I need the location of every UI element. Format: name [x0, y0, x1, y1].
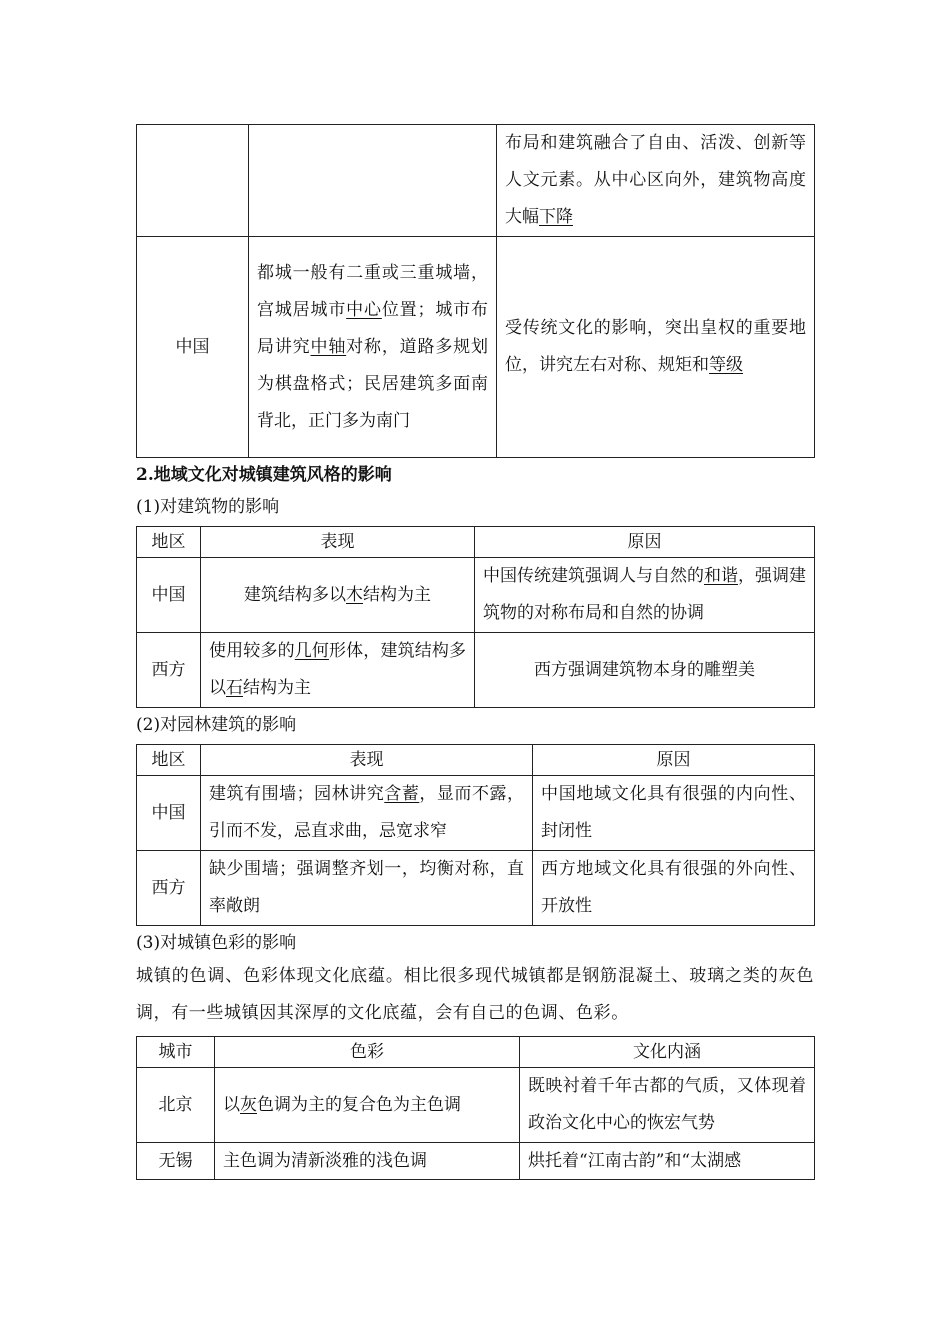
column-header: 表现 [201, 745, 533, 776]
table-cell-layout: 都城一般有二重或三重城墙，宫城居城市中心位置；城市布局讲究中轴对称，道路多规划为棋盘格式；民居建筑多面南背北，正门多为南门 [249, 237, 497, 458]
subsection-heading: (3)对城镇色彩的影响 [136, 933, 297, 953]
table-cell-show: 缺少围墙；强调整齐划一，均衡对称，直率敞朗 [201, 851, 533, 926]
table-row [137, 558, 815, 633]
column-header: 城市 [137, 1037, 215, 1068]
table-row [137, 1068, 815, 1143]
table-cell-show: 使用较多的几何形体，建筑结构多以石结构为主 [201, 633, 475, 708]
building-influence-table [136, 526, 815, 708]
table-cell-region: 中国 [137, 237, 249, 458]
table-cell-reason: 西方地域文化具有很强的外向性、开放性 [533, 851, 815, 926]
table-cell-reason: 中国地域文化具有很强的内向性、封闭性 [533, 776, 815, 851]
table-cell [137, 125, 249, 237]
table-cell-show: 建筑结构多以木结构为主 [201, 558, 475, 633]
table-cell-show: 建筑有围墙；园林讲究含蓄，显而不露，引而不发，忌直求曲，忌宽求窄 [201, 776, 533, 851]
column-header: 文化内涵 [520, 1037, 815, 1068]
table-row [137, 851, 815, 926]
column-header: 表现 [201, 527, 475, 558]
table-row [137, 776, 815, 851]
table-cell-reason: 中国传统建筑强调人与自然的和谐，强调建筑物的对称布局和自然的协调 [475, 558, 815, 633]
table-header-row [137, 1037, 815, 1068]
column-header: 原因 [475, 527, 815, 558]
table-header-row [137, 527, 815, 558]
subsection-heading: (2)对园林建筑的影响 [136, 715, 297, 735]
table-row [137, 125, 815, 237]
body-paragraph: 城镇的色调、色彩体现文化底蕴。相比很多现代城镇都是钢筋混凝土、玻璃之类的灰色调，有一些城镇因其深厚的文化底蕴，会有自己的色调、色彩。 [136, 966, 814, 1023]
table-row [137, 237, 815, 458]
table-cell-meaning: 烘托着“江南古韵”和“太湖感 [520, 1143, 815, 1180]
table-cell [249, 125, 497, 237]
table-header-row [137, 745, 815, 776]
column-header: 地区 [137, 527, 201, 558]
document-page [136, 124, 814, 1180]
table-cell-region: 中国 [137, 558, 201, 633]
table-row [137, 1143, 815, 1180]
column-header: 地区 [137, 745, 201, 776]
table-cell-region: 西方 [137, 633, 201, 708]
table-cell: 布局和建筑融合了自由、活泼、创新等人文元素。从中心区向外，建筑物高度大幅下降 [497, 125, 815, 237]
table-cell-city: 无锡 [137, 1143, 215, 1180]
column-header: 色彩 [215, 1037, 520, 1068]
column-header: 原因 [533, 745, 815, 776]
table-cell-reason: 西方强调建筑物本身的雕塑美 [475, 633, 815, 708]
section-heading: 2.地域文化对城镇建筑风格的影响 [136, 465, 392, 485]
table-cell-region: 中国 [137, 776, 201, 851]
table-cell-city: 北京 [137, 1068, 215, 1143]
table-row [137, 633, 815, 708]
table-cell-reason: 受传统文化的影响，突出皇权的重要地位，讲究左右对称、规矩和等级 [497, 237, 815, 458]
table-cell-meaning: 既映衬着千年古都的气质，又体现着政治文化中心的恢宏气势 [520, 1068, 815, 1143]
table-cell-color: 以灰色调为主的复合色为主色调 [215, 1068, 520, 1143]
urban-layout-table [136, 124, 815, 458]
subsection-heading: (1)对建筑物的影响 [136, 497, 280, 517]
city-color-table [136, 1036, 815, 1180]
garden-influence-table [136, 744, 815, 926]
table-cell-color: 主色调为清新淡雅的浅色调 [215, 1143, 520, 1180]
table-cell-region: 西方 [137, 851, 201, 926]
